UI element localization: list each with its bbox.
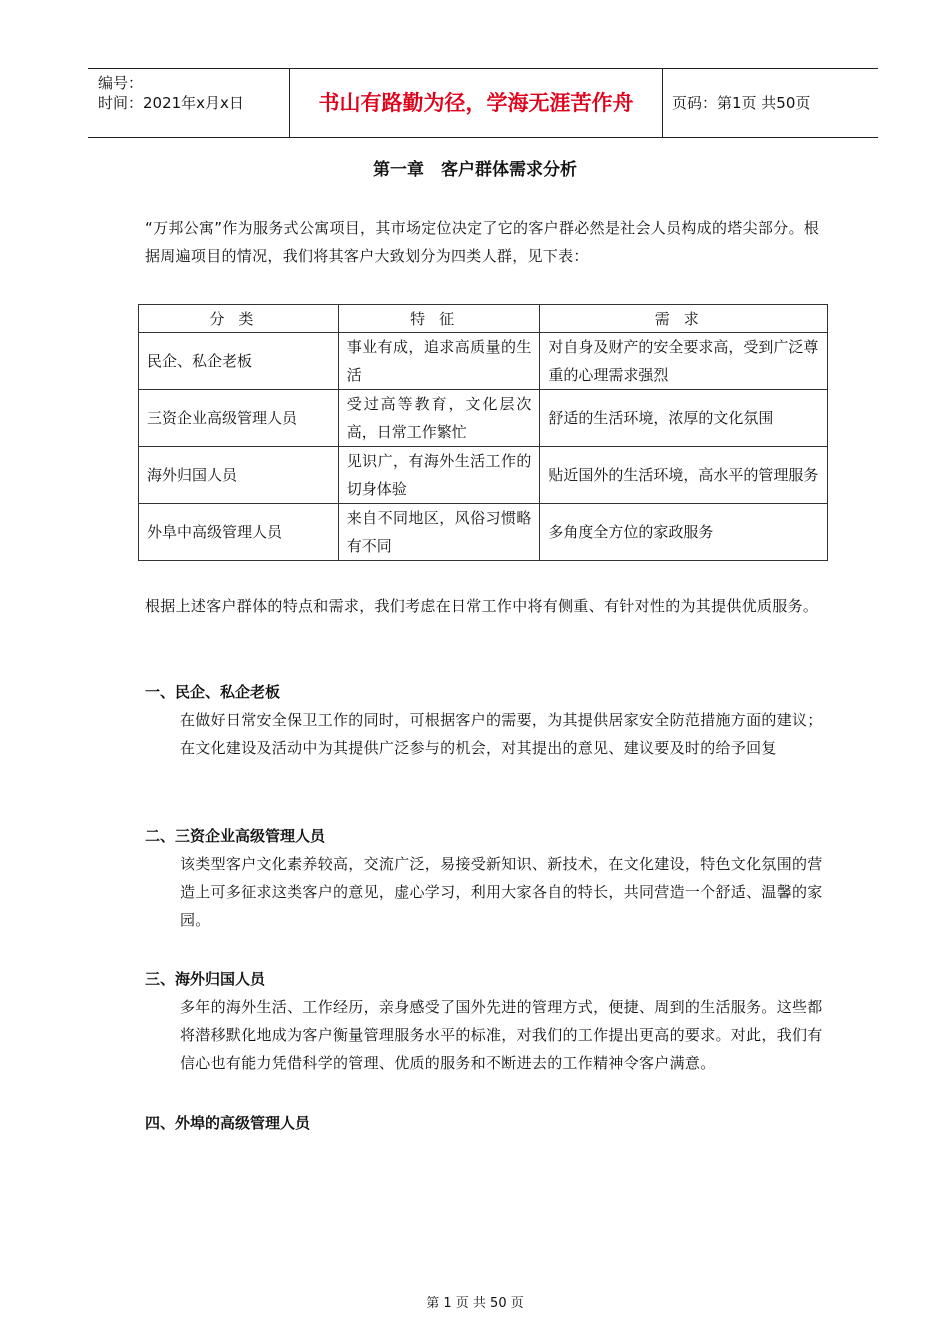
cell-category: 三资企业高级管理人员 <box>139 390 339 447</box>
cell-feature: 见识广，有海外生活工作的切身体验 <box>338 447 540 504</box>
header-meta <box>98 69 288 137</box>
cell-demand: 多角度全方位的家政服务 <box>540 504 828 561</box>
intro-paragraph: “万邦公寓”作为服务式公寓项目，其市场定位决定了它的客户群必然是社会人员构成的塔尖部分。根据周遍项目的情况，我们将其客户大致划分为四类人群，见下表： <box>145 219 820 265</box>
table-row <box>139 333 828 390</box>
header-page-info: 页码：第1页 共50页 <box>672 94 811 112</box>
cell-demand: 对自身及财产的安全要求高，受到广泛尊重的心理需求强烈 <box>540 333 828 390</box>
header-category: 分类 <box>139 305 339 333</box>
section-body: 多年的海外生活、工作经历，亲身感受了国外先进的管理方式，便捷、周到的生活服务。这些都将潜移默化地成为客户衡量管理服务水平的标准，对我们的工作提出更高的要求。对此，我们有信心也有能力凭借科学的管理、优质的服务和不断进去的工作精神令客户满意。 <box>180 998 823 1072</box>
serial-label: 编号： <box>98 74 144 92</box>
section-heading: 一、民企、私企老板 <box>145 683 281 701</box>
page-footer: 第 1 页 共 50 页 <box>426 1296 524 1311</box>
time-label: 时间：2021年x月x日 <box>98 94 244 112</box>
table-row <box>139 504 828 561</box>
section-body: 在做好日常安全保卫工作的同时，可根据客户的需要，为其提供居家安全防范措施方面的建议；在文化建设及活动中为其提供广泛参与的机会，对其提出的意见、建议要及时的给予回复 <box>180 711 823 757</box>
section-body: 该类型客户文化素养较高，交流广泛，易接受新知识、新技术，在文化建设，特色文化氛围的营造上可多征求这类客户的意见，虚心学习，利用大家各自的特长，共同营造一个舒适、温馨的家园。 <box>180 855 823 929</box>
customer-table <box>138 304 828 561</box>
section-heading: 二、三资企业高级管理人员 <box>145 827 326 845</box>
cell-category: 海外归国人员 <box>139 447 339 504</box>
page-header <box>88 68 878 138</box>
summary-paragraph: 根据上述客户群体的特点和需求，我们考虑在日常工作中将有侧重、有针对性的为其提供优质服务。 <box>145 597 819 615</box>
header-motto: 书山有路勤为径，学海无涯苦作舟 <box>318 91 634 115</box>
chapter-title: 第一章 客户群体需求分析 <box>373 160 577 180</box>
cell-category: 外阜中高级管理人员 <box>139 504 339 561</box>
section-heading: 三、海外归国人员 <box>145 970 266 988</box>
header-feature: 特征 <box>338 305 540 333</box>
cell-demand: 舒适的生活环境，浓厚的文化氛围 <box>540 390 828 447</box>
table-header-row <box>139 305 828 333</box>
header-divider <box>662 69 663 137</box>
section-heading: 四、外埠的高级管理人员 <box>145 1114 311 1132</box>
header-demand: 需求 <box>540 305 828 333</box>
cell-feature: 来自不同地区，风俗习惯略有不同 <box>338 504 540 561</box>
table-row <box>139 447 828 504</box>
cell-feature: 事业有成，追求高质量的生活 <box>338 333 540 390</box>
cell-category: 民企、私企老板 <box>139 333 339 390</box>
table-row <box>139 390 828 447</box>
cell-feature: 受过高等教育，文化层次高，日常工作繁忙 <box>338 390 540 447</box>
cell-demand: 贴近国外的生活环境，高水平的管理服务 <box>540 447 828 504</box>
